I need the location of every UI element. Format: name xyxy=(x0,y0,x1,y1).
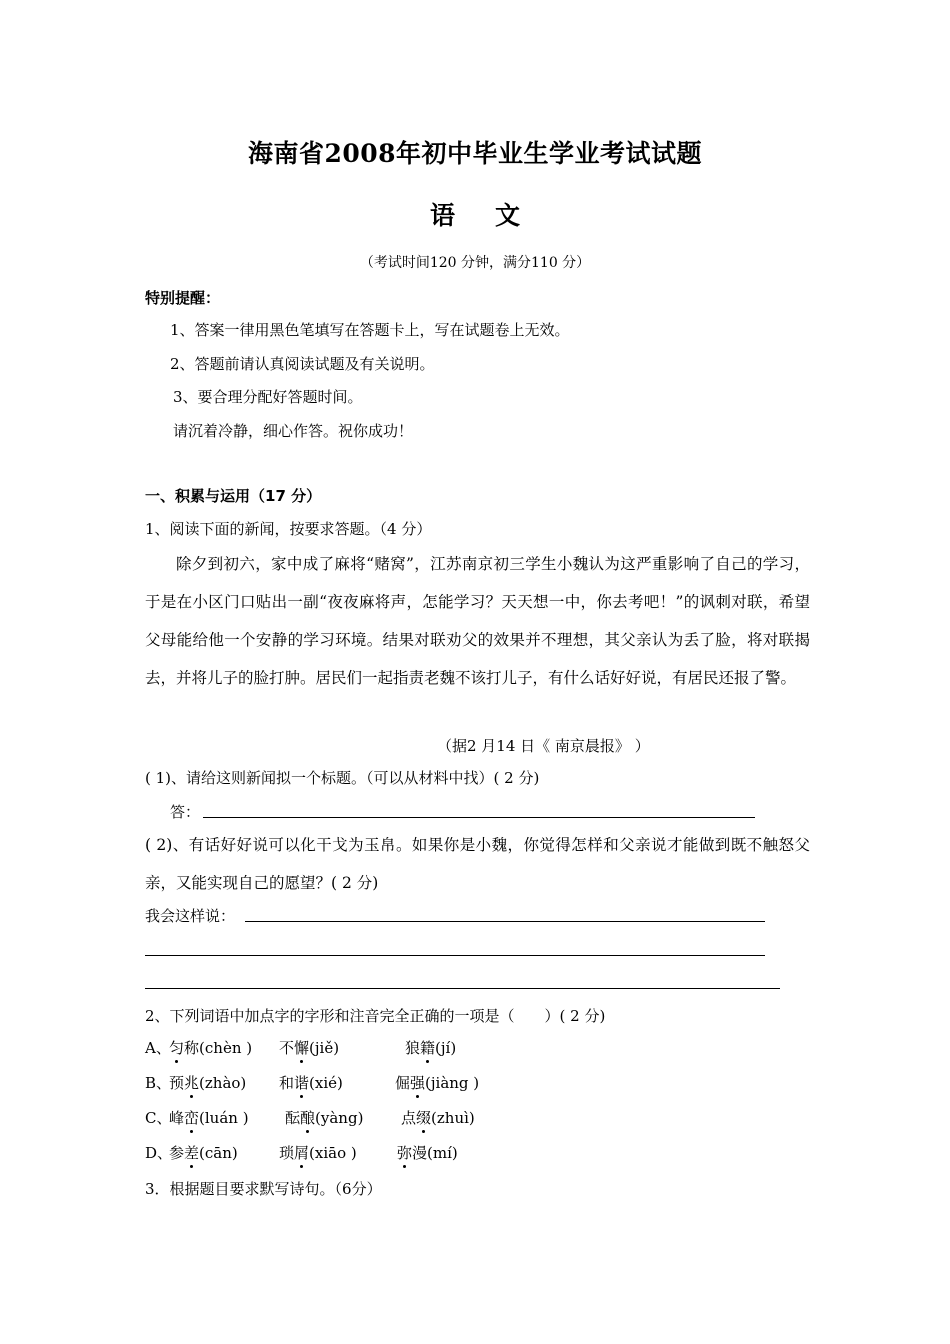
word-char: 和 xyxy=(279,1074,295,1092)
pinyin: (zhào) xyxy=(199,1074,247,1092)
dotted-char: 弥 xyxy=(397,1144,413,1162)
question-1-sub-2: ( 2)、有话好好说可以化干戈为玉帛。如果你是小魏，你觉得怎样和父亲说才能做到既不触怒父亲，又能实现自己的愿望？( 2 分) xyxy=(145,836,810,892)
news-source: （据2 月14 日《 南京晨报》 ） xyxy=(437,737,650,755)
option-b-label: B、 xyxy=(145,1074,172,1092)
pinyin: (xiāo ) xyxy=(309,1144,357,1162)
option-d[interactable] xyxy=(145,1142,458,1163)
reminder-item-3: 3、要合理分配好答题时间。 xyxy=(173,388,363,406)
answer-line-4[interactable] xyxy=(145,988,780,989)
option-c[interactable] xyxy=(145,1107,475,1128)
word-char: 峰 xyxy=(169,1109,185,1127)
question-1-sub-1: ( 1)、请给这则新闻拟一个标题。（可以从材料中找）( 2 分) xyxy=(145,769,540,787)
dotted-char: 酿 xyxy=(300,1109,316,1127)
pinyin: (cān) xyxy=(199,1144,238,1162)
dotted-char: 籍 xyxy=(420,1039,436,1057)
dotted-char: 屑 xyxy=(294,1144,310,1162)
pinyin: (mí) xyxy=(427,1144,458,1162)
option-a-label: A、 xyxy=(145,1039,171,1057)
word-char: 点 xyxy=(401,1109,417,1127)
word-char: 狼 xyxy=(405,1039,421,1057)
question-1-prompt: 1、阅读下面的新闻，按要求答题。（4 分） xyxy=(145,520,432,538)
word-char: 不 xyxy=(279,1039,295,1057)
reminder-item-1: 1、答案一律用黑色笔填写在答题卡上，写在试题卷上无效。 xyxy=(170,321,570,339)
option-b[interactable] xyxy=(145,1072,479,1093)
exam-info: （考试时间120 分钟，满分110 分） xyxy=(359,255,591,271)
answer-line-3[interactable] xyxy=(145,955,765,956)
word-char: 倔 xyxy=(395,1074,411,1092)
subject-char-2: 文 xyxy=(495,201,521,230)
word-char: 酝 xyxy=(285,1109,301,1127)
reminder-heading: 特别提醒： xyxy=(145,289,221,307)
word-char: 预 xyxy=(169,1074,185,1092)
exam-title: 海南省2008年初中毕业生学业考试试题 xyxy=(247,139,703,168)
pinyin: (jiě) xyxy=(309,1039,340,1057)
dotted-char: 峦 xyxy=(184,1109,200,1127)
word-char: 参 xyxy=(169,1144,185,1162)
dotted-char: 匀 xyxy=(169,1039,185,1057)
news-paragraph: 除夕到初六，家中成了麻将“赌窝”，江苏南京初三学生小魏认为这严重影响了自己的学习，于是在小区门口贴出一副“夜夜麻将声，怎能学习？天天想一中，你去考吧！”的讽刺对联，希望父母能给他一个安静的学习环境。结果对联劝父的效果并不理想，其父亲认为丢了脸，将对联揭去，并将儿子的脸打肿。居民们一起指责老魏不该打儿子，有什么话好好说，有居民还报了警。 xyxy=(145,555,810,687)
word-char: 琐 xyxy=(279,1144,295,1162)
pinyin: (jí) xyxy=(435,1039,457,1057)
dotted-char: 兆 xyxy=(184,1074,200,1092)
say-label: 我会这样说： xyxy=(145,907,236,925)
word-char: 漫 xyxy=(412,1144,428,1162)
answer-line-2[interactable] xyxy=(245,921,765,922)
answer-line-1[interactable] xyxy=(203,817,755,818)
pinyin: (chèn ) xyxy=(199,1039,253,1057)
option-d-label: D、 xyxy=(145,1144,173,1162)
reminder-closing: 请沉着冷静，细心作答。祝你成功！ xyxy=(173,422,414,440)
dotted-char: 差 xyxy=(184,1144,200,1162)
pinyin: (yàng) xyxy=(315,1109,364,1127)
pinyin: (jiàng ) xyxy=(425,1074,480,1092)
section-heading: 一、积累与运用（17 分） xyxy=(145,487,322,505)
pinyin: (zhuì) xyxy=(431,1109,475,1127)
subject-char-1: 语 xyxy=(429,201,455,230)
word-char: 称 xyxy=(184,1039,200,1057)
dotted-char: 谐 xyxy=(294,1074,310,1092)
question-2-prompt: 2、下列词语中加点字的字形和注音完全正确的一项是（ ）( 2 分) xyxy=(145,1007,606,1025)
reminder-item-2: 2、答题前请认真阅读试题及有关说明。 xyxy=(170,355,435,373)
dotted-char: 懈 xyxy=(294,1039,310,1057)
pinyin: (luán ) xyxy=(199,1109,249,1127)
dotted-char: 强 xyxy=(410,1074,426,1092)
dotted-char: 缀 xyxy=(416,1109,432,1127)
option-c-label: C、 xyxy=(145,1109,172,1127)
pinyin: (xié) xyxy=(309,1074,343,1092)
answer-label: 答： xyxy=(170,803,201,821)
question-3-prompt: 3．根据题目要求默写诗句。（6分） xyxy=(145,1180,382,1198)
subject-title xyxy=(0,196,950,232)
option-a[interactable] xyxy=(145,1037,456,1058)
